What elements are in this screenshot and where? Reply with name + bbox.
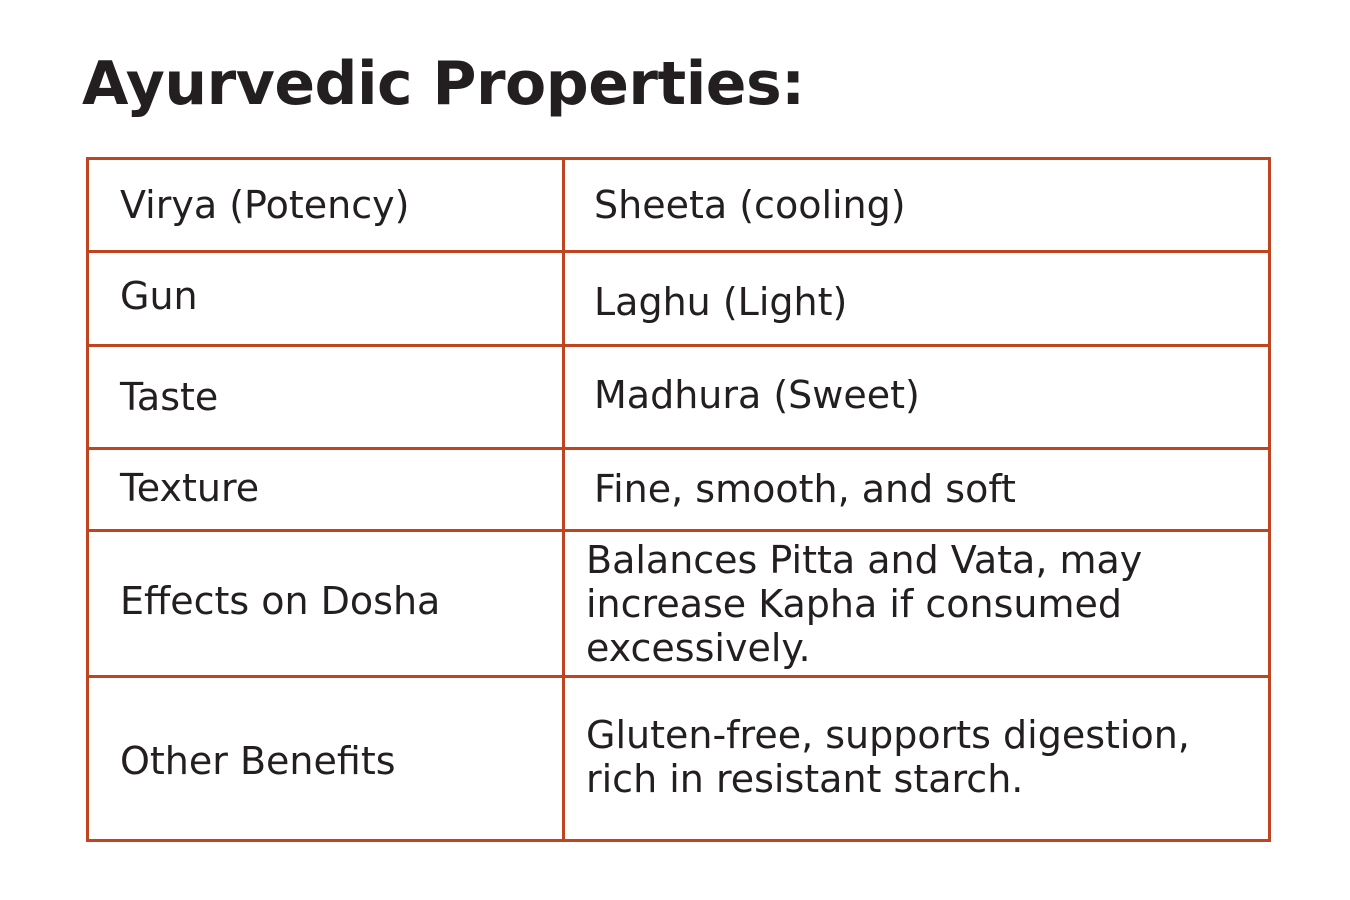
value-cell xyxy=(564,449,1270,531)
property-cell xyxy=(88,531,564,677)
table-row xyxy=(88,449,1270,531)
property-value: Madhura (Sweet) xyxy=(594,373,920,417)
table-row xyxy=(88,159,1270,252)
property-value: Fine, smooth, and soft xyxy=(594,467,1016,511)
properties-table xyxy=(86,157,1271,842)
property-cell xyxy=(88,677,564,841)
property-value: Sheeta (cooling) xyxy=(594,183,906,227)
property-label: Taste xyxy=(120,375,219,419)
property-label: Effects on Dosha xyxy=(120,579,441,623)
property-label: Texture xyxy=(120,466,260,510)
property-value: Gluten-free, supports digestion, rich in resistant starch. xyxy=(586,713,1190,801)
property-value: Laghu (Light) xyxy=(594,280,848,324)
property-label: Virya (Potency) xyxy=(120,183,410,227)
value-cell xyxy=(564,531,1270,677)
property-cell xyxy=(88,252,564,346)
value-cell xyxy=(564,252,1270,346)
value-cell xyxy=(564,677,1270,841)
value-cell xyxy=(564,346,1270,449)
property-value: Balances Pitta and Vata, may increase Kapha if consumed excessively. xyxy=(586,538,1143,670)
property-label: Other Benefits xyxy=(120,739,396,783)
property-label: Gun xyxy=(120,274,198,318)
table-row xyxy=(88,346,1270,449)
page-title: Ayurvedic Properties: xyxy=(82,49,805,119)
table-row xyxy=(88,677,1270,841)
property-cell xyxy=(88,346,564,449)
property-cell xyxy=(88,449,564,531)
property-cell xyxy=(88,159,564,252)
value-cell xyxy=(564,159,1270,252)
table-row xyxy=(88,531,1270,677)
table-row xyxy=(88,252,1270,346)
